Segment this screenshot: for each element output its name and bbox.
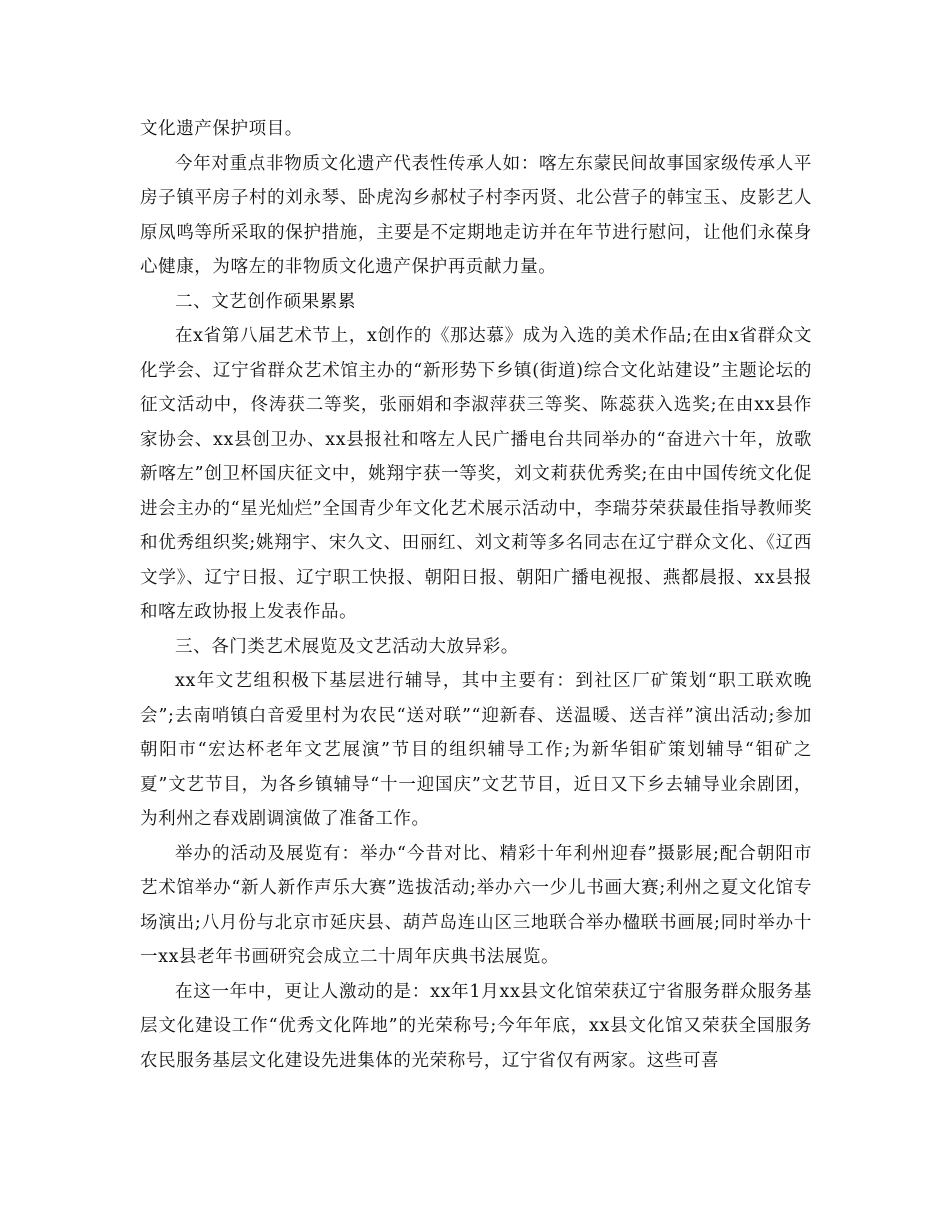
paragraph-continued: 文化遗产保护项目。 (140, 119, 303, 139)
paragraph-exhibitions: 举办的活动及展览有：举办“今昔对比、精彩十年利州迎春”摄影展;配合朝阳市艺术馆举办“新人新作声乐大赛”选拔活动;举办六一少儿书画大赛;利州之夏文化馆专场演出;八月份与北京市延庆县、葫芦岛连山区三地联合举办楹联书画展;同时举办十一xx县老年书画研究会成立二十周年庆典书法展览。 (140, 843, 812, 967)
paragraph-guidance: xx年文艺组积极下基层进行辅导，其中主要有：到社区厂矿策划“职工联欢晚会”;去南哨镇白音爱里村为农民“送对联”“迎新春、送温暖、送吉祥”演出活动;参加朝阳市“宏达杯老年文艺展演”节目的组织辅导工作;为新华钼矿策划辅导“钼矿之夏”文艺节目，为各乡镇辅导“十一迎国庆”文艺节目，近日又下乡去辅导业余剧团，为利州之春戏剧调演做了准备工作。 (140, 671, 812, 829)
paragraph-honors: 在这一年中，更让人激动的是：xx年1月xx县文化馆荣获辽宁省服务群众服务基层文化建设工作“优秀文化阵地”的光荣称号;今年年底，xx县文化馆又荣获全国服务农民服务基层文化建设先进集体的光荣称号，辽宁省仅有两家。这些可喜 (140, 981, 812, 1071)
document-body (140, 112, 812, 1078)
paragraph-awards: 在x省第八届艺术节上，x创作的《那达慕》成为入选的美术作品;在由x省群众文化学会、辽宁省群众艺术馆主办的“新形势下乡镇(街道)综合文化站建设”主题论坛的征文活动中，佟涛获二等奖，张丽娟和李淑萍获三等奖、陈蕊获入选奖;在由xx县作家协会、xx县创卫办、xx县报社和喀左人民广播电台共同举办的“奋进六十年，放歌新喀左”创卫杯国庆征文中，姚翔宇获一等奖，刘文莉获优秀奖;在由中国传统文化促进会主办的“星光灿烂”全国青少年文化艺术展示活动中，李瑞芬荣获最佳指导教师奖和优秀组织奖;姚翔宇、宋久文、田丽红、刘文莉等多名同志在辽宁群众文化、《辽西文学》、辽宁日报、辽宁职工快报、朝阳日报、朝阳广播电视报、燕都晨报、xx县报和喀左政协报上发表作品。 (140, 326, 812, 622)
paragraph-inheritors: 今年对重点非物质文化遗产代表性传承人如：喀左东蒙民间故事国家级传承人平房子镇平房子村的刘永琴、卧虎沟乡郝杖子村李丙贤、北公营子的韩宝玉、皮影艺人原凤鸣等所采取的保护措施，主要是不定期地走访并在年节进行慰问，让他们永葆身心健康，为喀左的非物质文化遗产保护再贡献力量。 (140, 153, 812, 277)
section-heading-2: 二、文艺创作硕果累累 (175, 291, 356, 312)
section-heading-3: 三、各门类艺术展览及文艺活动大放异彩。 (175, 636, 519, 657)
